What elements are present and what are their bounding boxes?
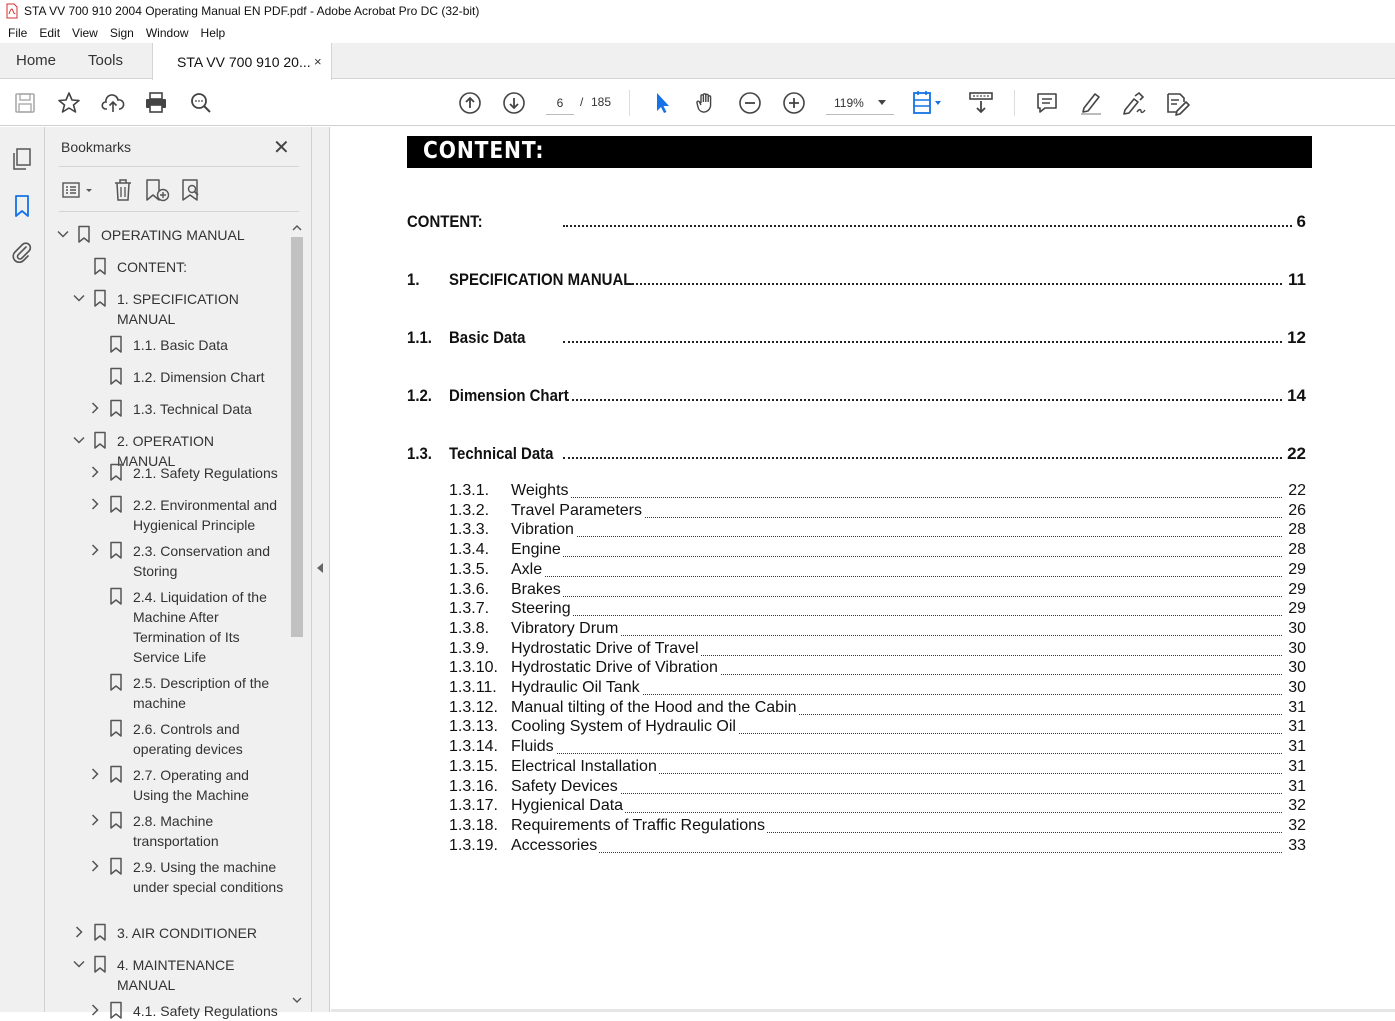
toc-subentry-title: Vibratory Drum <box>511 619 619 637</box>
bookmark-label: 1.3. Technical Data <box>133 401 252 417</box>
toc-dot-leader <box>511 851 1282 853</box>
highlight-icon[interactable] <box>1078 90 1104 116</box>
bookmark-item[interactable] <box>45 719 288 759</box>
toc-subentry[interactable] <box>449 502 1306 522</box>
chevron-down-icon[interactable] <box>73 292 85 304</box>
toc-dot-leader <box>511 535 1282 537</box>
toc-subentry-title: Fluids <box>511 738 554 756</box>
bookmark-label: 4.1. Safety Regulations <box>133 1003 278 1019</box>
bookmark-icon <box>93 257 107 275</box>
toc-entry-page: 22 <box>1287 444 1306 463</box>
toc-subentry-number: 1.3.10. <box>449 659 498 677</box>
tab-home[interactable]: Home <box>16 52 57 69</box>
bookmarks-scrollbar[interactable] <box>289 219 305 1009</box>
toc-subentry-title: Electrical Installation <box>511 757 657 775</box>
toc-subentry-title: Requirements of Traffic Regulations <box>511 816 766 834</box>
chevron-right-icon[interactable] <box>89 466 101 478</box>
bookmark-item[interactable] <box>45 335 288 355</box>
bookmark-star-icon[interactable] <box>56 90 82 116</box>
chevron-right-icon[interactable] <box>73 926 85 938</box>
panel-divider <box>59 166 299 167</box>
page-heading: CONTENT: <box>423 138 545 164</box>
toc-subentry-number: 1.3.8. <box>449 619 490 637</box>
toc-entry[interactable] <box>407 212 1306 234</box>
toc-subentry[interactable] <box>449 521 1306 541</box>
toc-subentry[interactable] <box>449 817 1306 837</box>
toc-subentry-number: 1.3.6. <box>449 580 490 598</box>
toc-subentry-number: 1.3.5. <box>449 560 490 578</box>
toc-subentry-page: 30 <box>1288 679 1306 696</box>
toc-entry[interactable] <box>407 270 1306 292</box>
bookmark-item[interactable] <box>45 495 288 535</box>
bookmark-item[interactable] <box>45 289 288 329</box>
new-bookmark-icon[interactable] <box>144 177 170 203</box>
bookmark-icon <box>109 765 123 783</box>
bookmark-tree <box>45 219 288 1019</box>
page-separator: / <box>580 95 584 109</box>
bookmark-label: 2.1. Safety Regulations <box>133 465 278 481</box>
bookmark-icon <box>93 289 107 307</box>
toc-subentry-number: 1.3.17. <box>449 797 498 815</box>
bookmark-icon <box>109 587 123 605</box>
scroll-down-icon[interactable] <box>292 995 302 1005</box>
bookmark-label: 2.4. Liquidation of the Machine After Termination of Its Service Life <box>133 589 267 665</box>
bookmark-item[interactable] <box>45 673 288 713</box>
toc-subentry-title: Hydrostatic Drive of Vibration <box>511 659 718 677</box>
toc-subentry-page: 31 <box>1288 718 1306 736</box>
chevron-right-icon[interactable] <box>89 860 101 872</box>
bookmark-label: 2.9. Using the machine under special conditions <box>133 859 284 895</box>
toc-subentry-page: 32 <box>1288 797 1306 815</box>
toc-subentry[interactable] <box>449 541 1306 561</box>
bookmark-options-icon[interactable] <box>59 177 97 203</box>
toc-subentry[interactable] <box>449 738 1306 758</box>
zoom-dropdown-caret-icon[interactable] <box>878 100 886 105</box>
toc-dot-leader <box>511 614 1282 616</box>
bookmark-label: 1.1. Basic Data <box>133 337 228 353</box>
bookmark-icon <box>93 431 107 449</box>
bookmark-item[interactable] <box>45 541 288 581</box>
zoom-level-select[interactable]: 119% <box>826 93 894 115</box>
toc-subentry-page: 30 <box>1288 619 1306 637</box>
toc-subentry[interactable] <box>449 679 1306 699</box>
page-thumbnails-icon[interactable] <box>10 147 34 171</box>
toc-subentry[interactable] <box>449 620 1306 640</box>
toc-subentry-page: 26 <box>1288 501 1306 519</box>
scroll-mode-icon[interactable] <box>968 90 994 116</box>
toc-subentry-title: Travel Parameters <box>511 501 642 519</box>
toc-dot-leader <box>511 752 1282 754</box>
toc-subentry-page: 29 <box>1288 600 1306 618</box>
toc-dot-leader <box>567 399 1282 401</box>
zoom-out-icon[interactable] <box>737 90 763 116</box>
toc-subentry-page: 30 <box>1288 639 1306 657</box>
bookmark-item[interactable] <box>45 923 288 943</box>
chevron-right-icon[interactable] <box>89 768 101 780</box>
toc-dot-leader <box>511 575 1282 577</box>
toc-dot-leader <box>625 283 1282 285</box>
toc-entry-title: Technical Data <box>449 444 554 463</box>
page-up-icon[interactable] <box>457 90 483 116</box>
toc-subentry-page: 31 <box>1288 777 1306 795</box>
bookmark-icon <box>109 399 123 417</box>
toc-subentry-number: 1.3.16. <box>449 777 498 795</box>
page-number-input[interactable]: 6 <box>546 93 574 115</box>
page-heading-bar <box>407 136 1312 168</box>
toc-subentry[interactable] <box>449 758 1306 778</box>
acrobat-pdf-icon <box>6 4 18 18</box>
bookmark-icon <box>109 463 123 481</box>
toc-entry-number: 1.1. <box>407 328 432 347</box>
toc-subentry-page: 29 <box>1288 560 1306 578</box>
toc-subentry-page: 22 <box>1288 482 1306 499</box>
toc-subentry[interactable] <box>449 837 1306 857</box>
toc-subentry-number: 1.3.11. <box>449 679 497 696</box>
toc-subentry-title: Weights <box>511 482 569 499</box>
bookmark-label: 1. SPECIFICATION MANUAL <box>117 291 239 327</box>
save-icon[interactable] <box>12 90 38 116</box>
document-view[interactable] <box>331 127 1395 1010</box>
bookmark-icon <box>109 335 123 353</box>
bookmark-icon <box>93 955 107 973</box>
bookmark-icon <box>109 811 123 829</box>
toolbar-divider <box>629 90 630 116</box>
toc-dot-leader <box>563 341 1282 343</box>
toc-entry-title: SPECIFICATION MANUAL <box>449 270 633 289</box>
toc-subentry-number: 1.3.4. <box>449 541 490 559</box>
bookmark-label: 2.2. Environmental and Hygienical Principle <box>133 497 277 533</box>
toc-subentry-page: 28 <box>1288 541 1306 559</box>
toc-dot-leader <box>563 225 1292 227</box>
bookmark-item[interactable] <box>45 765 288 805</box>
toolbar <box>0 80 1395 126</box>
toc-subentry-page: 33 <box>1288 836 1306 854</box>
toc-entry-number: 1.2. <box>407 386 432 405</box>
bookmark-item[interactable] <box>45 857 288 917</box>
tab-bar <box>0 43 1395 79</box>
toc-subentry-number: 1.3.3. <box>449 521 490 539</box>
toc-entry-page: 11 <box>1288 270 1306 289</box>
toc-subentry-title: Cooling System of Hydraulic Oil <box>511 718 736 736</box>
toc-subentry-number: 1.3.9. <box>449 639 490 657</box>
toc-subentry-title: Accessories <box>511 836 598 854</box>
select-arrow-icon[interactable] <box>649 90 675 116</box>
delete-bookmark-icon[interactable] <box>110 177 136 203</box>
panel-collapse-handle[interactable] <box>312 127 330 1012</box>
tab-tools[interactable]: Tools <box>88 52 124 69</box>
toc-subentry[interactable] <box>449 699 1306 719</box>
toc-subentry[interactable] <box>449 659 1306 679</box>
scrollbar-thumb[interactable] <box>291 237 303 637</box>
chevron-down-icon[interactable] <box>57 228 69 240</box>
toc-subentry-page: 31 <box>1288 738 1306 756</box>
toc-subentry-number: 1.3.12. <box>449 698 498 716</box>
zoom-in-icon[interactable] <box>781 90 807 116</box>
toc-subentry-page: 31 <box>1288 757 1306 775</box>
toc-subentry[interactable] <box>449 797 1306 817</box>
scroll-up-icon[interactable] <box>292 223 302 233</box>
toc-subentry-title: Steering <box>511 600 571 618</box>
chevron-right-icon[interactable] <box>89 544 101 556</box>
menu-file[interactable]: File <box>8 25 28 40</box>
toc-subentry-title: Vibration <box>511 521 574 539</box>
toc-dot-leader <box>563 457 1282 459</box>
toc-subentry-page: 30 <box>1288 659 1306 677</box>
bookmark-icon <box>77 225 91 243</box>
bookmark-icon <box>109 495 123 513</box>
toc-subentry-title: Engine <box>511 541 561 559</box>
bookmark-item[interactable] <box>45 399 288 419</box>
print-icon[interactable] <box>143 90 169 116</box>
toc-subentry-title: Safety Devices <box>511 777 618 795</box>
page-down-icon[interactable] <box>501 90 527 116</box>
sign-icon[interactable] <box>1121 90 1147 116</box>
toc-subentry-number: 1.3.18. <box>449 816 498 834</box>
toc-entry-title: Dimension Chart <box>449 386 569 405</box>
toc-entry-number: 1. <box>407 270 420 289</box>
chevron-down-icon[interactable] <box>73 434 85 446</box>
toc-subentry[interactable] <box>449 778 1306 798</box>
bookmark-icon <box>109 673 123 691</box>
upload-icon[interactable] <box>100 90 126 116</box>
menu-bar <box>0 22 1395 43</box>
toc-subentry-title: Hygienical Data <box>511 797 624 815</box>
menu-window[interactable]: Window <box>145 25 189 40</box>
bookmark-label: 2.8. Machine transportation <box>133 813 219 849</box>
toc-dot-leader <box>511 811 1282 813</box>
bookmark-label: 1.2. Dimension Chart <box>133 369 265 385</box>
edit-pdf-icon[interactable] <box>1165 90 1191 116</box>
bookmark-item[interactable] <box>45 811 288 851</box>
toc-subentry-title: Hydraulic Oil Tank <box>511 679 640 696</box>
document-tab-title: STA VV 700 910 20... <box>177 53 311 70</box>
bookmark-icon <box>109 541 123 559</box>
toc-entry-title: Basic Data <box>449 328 526 347</box>
bookmark-label: 4. MAINTENANCE MANUAL <box>117 957 235 993</box>
chevron-right-icon[interactable] <box>89 814 101 826</box>
toc-subentry-number: 1.3.13. <box>449 718 498 736</box>
bookmark-item[interactable] <box>45 587 288 667</box>
toc-dot-leader <box>511 595 1282 597</box>
toc-subentry-number: 1.3.15. <box>449 757 498 775</box>
toc-subentry[interactable] <box>449 600 1306 620</box>
comment-icon[interactable] <box>1034 90 1060 116</box>
toc-dot-leader <box>511 496 1282 498</box>
close-panel-icon[interactable]: ✕ <box>273 137 290 159</box>
toc-entry[interactable] <box>407 386 1306 408</box>
bookmark-icon <box>93 923 107 941</box>
status-edge <box>331 1009 1395 1012</box>
toc-subentry-page: 31 <box>1288 698 1306 716</box>
toc-dot-leader <box>511 555 1282 557</box>
toc-subentry-number: 1.3.19. <box>449 836 498 854</box>
chevron-right-icon[interactable] <box>89 402 101 414</box>
toc-subentry-page: 29 <box>1288 580 1306 598</box>
toc-subentry-title: Hydrostatic Drive of Travel <box>511 639 699 657</box>
navigation-rail <box>0 127 45 1012</box>
toc-dot-leader <box>511 634 1282 636</box>
menu-edit[interactable]: Edit <box>39 25 61 40</box>
toc-entry-number: CONTENT: <box>407 212 483 231</box>
toc-subentry[interactable] <box>449 640 1306 660</box>
menu-sign[interactable]: Sign <box>109 25 134 40</box>
toc-subentry[interactable] <box>449 718 1306 738</box>
toc-subentry[interactable] <box>449 561 1306 581</box>
page-total: 185 <box>591 95 612 109</box>
bookmark-item[interactable] <box>45 463 288 483</box>
toc-subentry-page: 28 <box>1288 521 1306 539</box>
page-layout-icon[interactable] <box>914 90 940 116</box>
chevron-right-icon[interactable] <box>89 1004 101 1016</box>
attachments-icon[interactable] <box>10 240 34 264</box>
toc-subentry-title: Manual tilting of the Hood and the Cabin <box>511 698 797 716</box>
bookmark-label: 2. OPERATION MANUAL <box>117 433 214 469</box>
toc-subentry-number: 1.3.1. <box>449 482 490 499</box>
chevron-right-icon[interactable] <box>89 498 101 510</box>
bookmark-item[interactable] <box>45 225 288 245</box>
toc-subentry[interactable] <box>449 581 1306 601</box>
bookmark-label: 2.7. Operating and Using the Machine <box>133 767 249 803</box>
close-tab-icon[interactable]: × <box>314 54 322 69</box>
bookmark-label: 2.5. Description of the machine <box>133 675 270 711</box>
bookmark-icon <box>109 1001 123 1019</box>
toc-dot-leader <box>511 792 1282 794</box>
toc-subentry-number: 1.3.7. <box>449 600 490 618</box>
search-icon[interactable] <box>188 90 214 116</box>
chevron-down-icon[interactable] <box>73 958 85 970</box>
bookmark-item[interactable] <box>45 431 288 469</box>
window-title: STA VV 700 910 2004 Operating Manual EN PDF.pdf - Adobe Acrobat Pro DC (32-bit) <box>24 4 480 18</box>
toc-entry[interactable] <box>407 444 1306 466</box>
bookmarks-panel-icon[interactable] <box>10 194 34 218</box>
menu-help[interactable]: Help <box>200 25 226 40</box>
bookmark-item[interactable] <box>45 1001 288 1021</box>
bookmark-icon <box>109 857 123 875</box>
collapse-arrow-icon[interactable] <box>317 563 323 573</box>
bookmark-label: OPERATING MANUAL <box>101 227 245 243</box>
toc-entry-page: 12 <box>1287 328 1306 347</box>
toc-entry[interactable] <box>407 328 1306 350</box>
bookmark-label: 3. AIR CONDITIONER <box>117 925 258 941</box>
bookmark-item[interactable] <box>45 955 288 995</box>
bookmarks-panel <box>45 127 312 1019</box>
bookmark-label: 2.6. Controls and operating devices <box>133 721 243 757</box>
menu-view[interactable]: View <box>72 25 98 40</box>
bookmark-item[interactable] <box>45 367 288 387</box>
hand-icon[interactable] <box>693 90 719 116</box>
title-bar <box>0 0 1395 22</box>
bookmark-label: 2.3. Conservation and Storing <box>133 543 270 579</box>
toc-subentry-number: 1.3.14. <box>449 738 498 756</box>
bookmark-icon <box>109 719 123 737</box>
toc-entry-number: 1.3. <box>407 444 432 463</box>
panel-divider <box>59 211 299 212</box>
toc-entry-page: 6 <box>1296 212 1306 231</box>
bookmark-icon <box>109 367 123 385</box>
tab-document[interactable] <box>152 43 332 80</box>
toc-subentry-page: 32 <box>1288 816 1306 834</box>
toc-entry-page: 14 <box>1287 386 1306 405</box>
bookmark-item[interactable] <box>45 257 288 277</box>
bookmark-label: CONTENT: <box>117 259 187 275</box>
toc-subentry[interactable] <box>449 482 1306 502</box>
bookmarks-panel-title: Bookmarks <box>61 139 132 155</box>
toc-subentry-title: Brakes <box>511 580 561 598</box>
toc-subentry-title: Axle <box>511 560 543 578</box>
toolbar-divider <box>1014 90 1015 116</box>
toc-subentry-number: 1.3.2. <box>449 501 490 519</box>
bookmark-search-icon[interactable] <box>179 177 205 203</box>
